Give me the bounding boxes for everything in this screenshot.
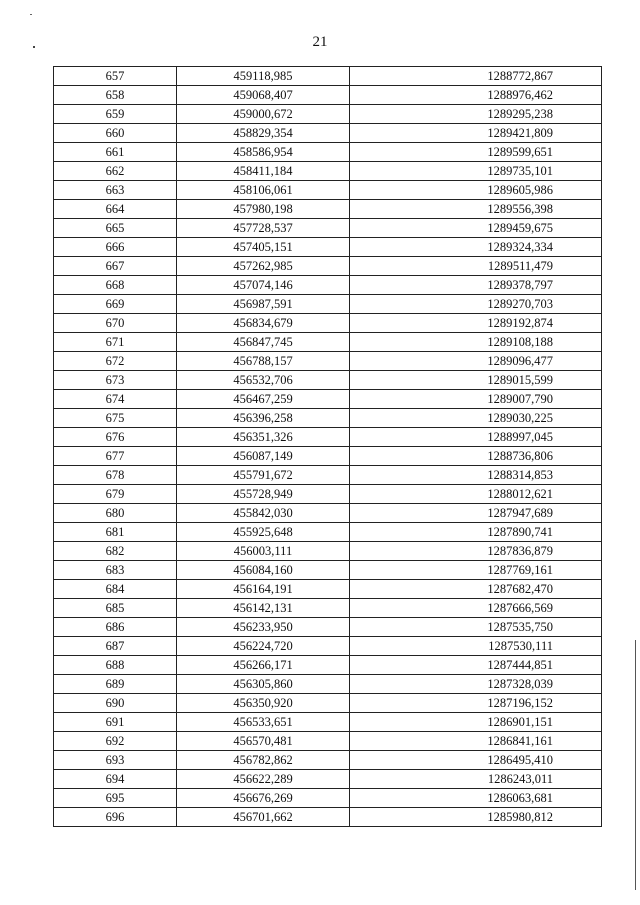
x-coordinate-cell: 456396,258 — [177, 409, 350, 428]
x-coordinate-cell: 456847,745 — [177, 333, 350, 352]
x-coordinate-cell: 458411,184 — [177, 162, 350, 181]
y-coordinate-cell: 1287890,741 — [350, 523, 602, 542]
table-row — [54, 504, 602, 523]
table-row — [54, 542, 602, 561]
table-row — [54, 637, 602, 656]
point-number-cell: 682 — [54, 542, 177, 561]
table-row — [54, 561, 602, 580]
x-coordinate-cell: 459118,985 — [177, 67, 350, 86]
table-row — [54, 599, 602, 618]
table-row — [54, 162, 602, 181]
point-number-cell: 676 — [54, 428, 177, 447]
point-number-cell: 690 — [54, 694, 177, 713]
point-number-cell: 693 — [54, 751, 177, 770]
y-coordinate-cell: 1288997,045 — [350, 428, 602, 447]
x-coordinate-cell: 456532,706 — [177, 371, 350, 390]
table-row — [54, 276, 602, 295]
table-row — [54, 770, 602, 789]
point-number-cell: 683 — [54, 561, 177, 580]
point-number-cell: 692 — [54, 732, 177, 751]
x-coordinate-cell: 456084,160 — [177, 561, 350, 580]
y-coordinate-cell: 1286901,151 — [350, 713, 602, 732]
table-row — [54, 86, 602, 105]
y-coordinate-cell: 1289605,986 — [350, 181, 602, 200]
x-coordinate-cell: 456782,862 — [177, 751, 350, 770]
point-number-cell: 659 — [54, 105, 177, 124]
y-coordinate-cell: 1286063,681 — [350, 789, 602, 808]
x-coordinate-cell: 457405,151 — [177, 238, 350, 257]
table-row — [54, 143, 602, 162]
table-row — [54, 580, 602, 599]
point-number-cell: 686 — [54, 618, 177, 637]
point-number-cell: 679 — [54, 485, 177, 504]
point-number-cell: 658 — [54, 86, 177, 105]
y-coordinate-cell: 1287947,689 — [350, 504, 602, 523]
y-coordinate-cell: 1289270,703 — [350, 295, 602, 314]
x-coordinate-cell: 456622,289 — [177, 770, 350, 789]
x-coordinate-cell: 458586,954 — [177, 143, 350, 162]
table-row — [54, 447, 602, 466]
point-number-cell: 671 — [54, 333, 177, 352]
x-coordinate-cell: 456533,651 — [177, 713, 350, 732]
y-coordinate-cell: 1289007,790 — [350, 390, 602, 409]
table-row — [54, 67, 602, 86]
point-number-cell: 691 — [54, 713, 177, 732]
table-row — [54, 808, 602, 827]
y-coordinate-cell: 1286243,011 — [350, 770, 602, 789]
table-row — [54, 352, 602, 371]
y-coordinate-cell: 1289421,809 — [350, 124, 602, 143]
point-number-cell: 669 — [54, 295, 177, 314]
table-row — [54, 713, 602, 732]
table-row — [54, 390, 602, 409]
x-coordinate-cell: 455728,949 — [177, 485, 350, 504]
point-number-cell: 687 — [54, 637, 177, 656]
x-coordinate-cell: 456351,326 — [177, 428, 350, 447]
coordinates-table — [53, 66, 602, 827]
y-coordinate-cell: 1288976,462 — [350, 86, 602, 105]
x-coordinate-cell: 456788,157 — [177, 352, 350, 371]
table-row — [54, 409, 602, 428]
table-row — [54, 675, 602, 694]
x-coordinate-cell: 455791,672 — [177, 466, 350, 485]
y-coordinate-cell: 1288012,621 — [350, 485, 602, 504]
table-row — [54, 371, 602, 390]
page-number: 21 — [312, 34, 328, 50]
point-number-cell: 694 — [54, 770, 177, 789]
x-coordinate-cell: 456701,662 — [177, 808, 350, 827]
y-coordinate-cell: 1289192,874 — [350, 314, 602, 333]
point-number-cell: 695 — [54, 789, 177, 808]
table-row — [54, 656, 602, 675]
y-coordinate-cell: 1285980,812 — [350, 808, 602, 827]
table-row — [54, 485, 602, 504]
y-coordinate-cell: 1289324,334 — [350, 238, 602, 257]
y-coordinate-cell: 1288736,806 — [350, 447, 602, 466]
point-number-cell: 673 — [54, 371, 177, 390]
point-number-cell: 667 — [54, 257, 177, 276]
x-coordinate-cell: 456224,720 — [177, 637, 350, 656]
point-number-cell: 688 — [54, 656, 177, 675]
x-coordinate-cell: 457980,198 — [177, 200, 350, 219]
y-coordinate-cell: 1289295,238 — [350, 105, 602, 124]
y-coordinate-cell: 1289735,101 — [350, 162, 602, 181]
table-row — [54, 428, 602, 447]
x-coordinate-cell: 456676,269 — [177, 789, 350, 808]
y-coordinate-cell: 1287444,851 — [350, 656, 602, 675]
table-row — [54, 751, 602, 770]
point-number-cell: 661 — [54, 143, 177, 162]
x-coordinate-cell: 457728,537 — [177, 219, 350, 238]
point-number-cell: 660 — [54, 124, 177, 143]
point-number-cell: 684 — [54, 580, 177, 599]
point-number-cell: 696 — [54, 808, 177, 827]
y-coordinate-cell: 1289108,188 — [350, 333, 602, 352]
table-row — [54, 238, 602, 257]
x-coordinate-cell: 455925,648 — [177, 523, 350, 542]
scan-speck — [30, 14, 32, 15]
y-coordinate-cell: 1289378,797 — [350, 276, 602, 295]
coordinates-table-body — [54, 67, 602, 827]
y-coordinate-cell: 1289511,479 — [350, 257, 602, 276]
point-number-cell: 666 — [54, 238, 177, 257]
y-coordinate-cell: 1289459,675 — [350, 219, 602, 238]
x-coordinate-cell: 459068,407 — [177, 86, 350, 105]
point-number-cell: 685 — [54, 599, 177, 618]
table-row — [54, 466, 602, 485]
x-coordinate-cell: 456570,481 — [177, 732, 350, 751]
table-row — [54, 105, 602, 124]
y-coordinate-cell: 1287196,152 — [350, 694, 602, 713]
x-coordinate-cell: 456142,131 — [177, 599, 350, 618]
y-coordinate-cell: 1289599,651 — [350, 143, 602, 162]
table-row — [54, 295, 602, 314]
y-coordinate-cell: 1286495,410 — [350, 751, 602, 770]
x-coordinate-cell: 456233,950 — [177, 618, 350, 637]
x-coordinate-cell: 457074,146 — [177, 276, 350, 295]
x-coordinate-cell: 456987,591 — [177, 295, 350, 314]
table-row — [54, 124, 602, 143]
table-row — [54, 219, 602, 238]
point-number-cell: 663 — [54, 181, 177, 200]
y-coordinate-cell: 1286841,161 — [350, 732, 602, 751]
y-coordinate-cell: 1289030,225 — [350, 409, 602, 428]
y-coordinate-cell: 1287535,750 — [350, 618, 602, 637]
x-coordinate-cell: 457262,985 — [177, 257, 350, 276]
point-number-cell: 668 — [54, 276, 177, 295]
table-row — [54, 257, 602, 276]
y-coordinate-cell: 1287666,569 — [350, 599, 602, 618]
point-number-cell: 672 — [54, 352, 177, 371]
x-coordinate-cell: 456087,149 — [177, 447, 350, 466]
y-coordinate-cell: 1288314,853 — [350, 466, 602, 485]
table-row — [54, 618, 602, 637]
point-number-cell: 664 — [54, 200, 177, 219]
x-coordinate-cell: 456350,920 — [177, 694, 350, 713]
y-coordinate-cell: 1287769,161 — [350, 561, 602, 580]
point-number-cell: 680 — [54, 504, 177, 523]
x-coordinate-cell: 458829,354 — [177, 124, 350, 143]
x-coordinate-cell: 459000,672 — [177, 105, 350, 124]
x-coordinate-cell: 456266,171 — [177, 656, 350, 675]
table-row — [54, 181, 602, 200]
y-coordinate-cell: 1287682,470 — [350, 580, 602, 599]
table-row — [54, 789, 602, 808]
y-coordinate-cell: 1289096,477 — [350, 352, 602, 371]
point-number-cell: 657 — [54, 67, 177, 86]
table-row — [54, 694, 602, 713]
point-number-cell: 675 — [54, 409, 177, 428]
x-coordinate-cell: 456164,191 — [177, 580, 350, 599]
point-number-cell: 677 — [54, 447, 177, 466]
x-coordinate-cell: 458106,061 — [177, 181, 350, 200]
x-coordinate-cell: 456305,860 — [177, 675, 350, 694]
table-row — [54, 732, 602, 751]
x-coordinate-cell: 456467,259 — [177, 390, 350, 409]
table-row — [54, 333, 602, 352]
y-coordinate-cell: 1289556,398 — [350, 200, 602, 219]
y-coordinate-cell: 1287836,879 — [350, 542, 602, 561]
table-row — [54, 523, 602, 542]
y-coordinate-cell: 1288772,867 — [350, 67, 602, 86]
x-coordinate-cell: 455842,030 — [177, 504, 350, 523]
y-coordinate-cell: 1287530,111 — [350, 637, 602, 656]
table-row — [54, 200, 602, 219]
point-number-cell: 678 — [54, 466, 177, 485]
point-number-cell: 665 — [54, 219, 177, 238]
scan-edge-line — [635, 640, 636, 890]
point-number-cell: 681 — [54, 523, 177, 542]
point-number-cell: 662 — [54, 162, 177, 181]
y-coordinate-cell: 1287328,039 — [350, 675, 602, 694]
point-number-cell: 674 — [54, 390, 177, 409]
x-coordinate-cell: 456003,111 — [177, 542, 350, 561]
table-row — [54, 314, 602, 333]
x-coordinate-cell: 456834,679 — [177, 314, 350, 333]
point-number-cell: 689 — [54, 675, 177, 694]
y-coordinate-cell: 1289015,599 — [350, 371, 602, 390]
point-number-cell: 670 — [54, 314, 177, 333]
